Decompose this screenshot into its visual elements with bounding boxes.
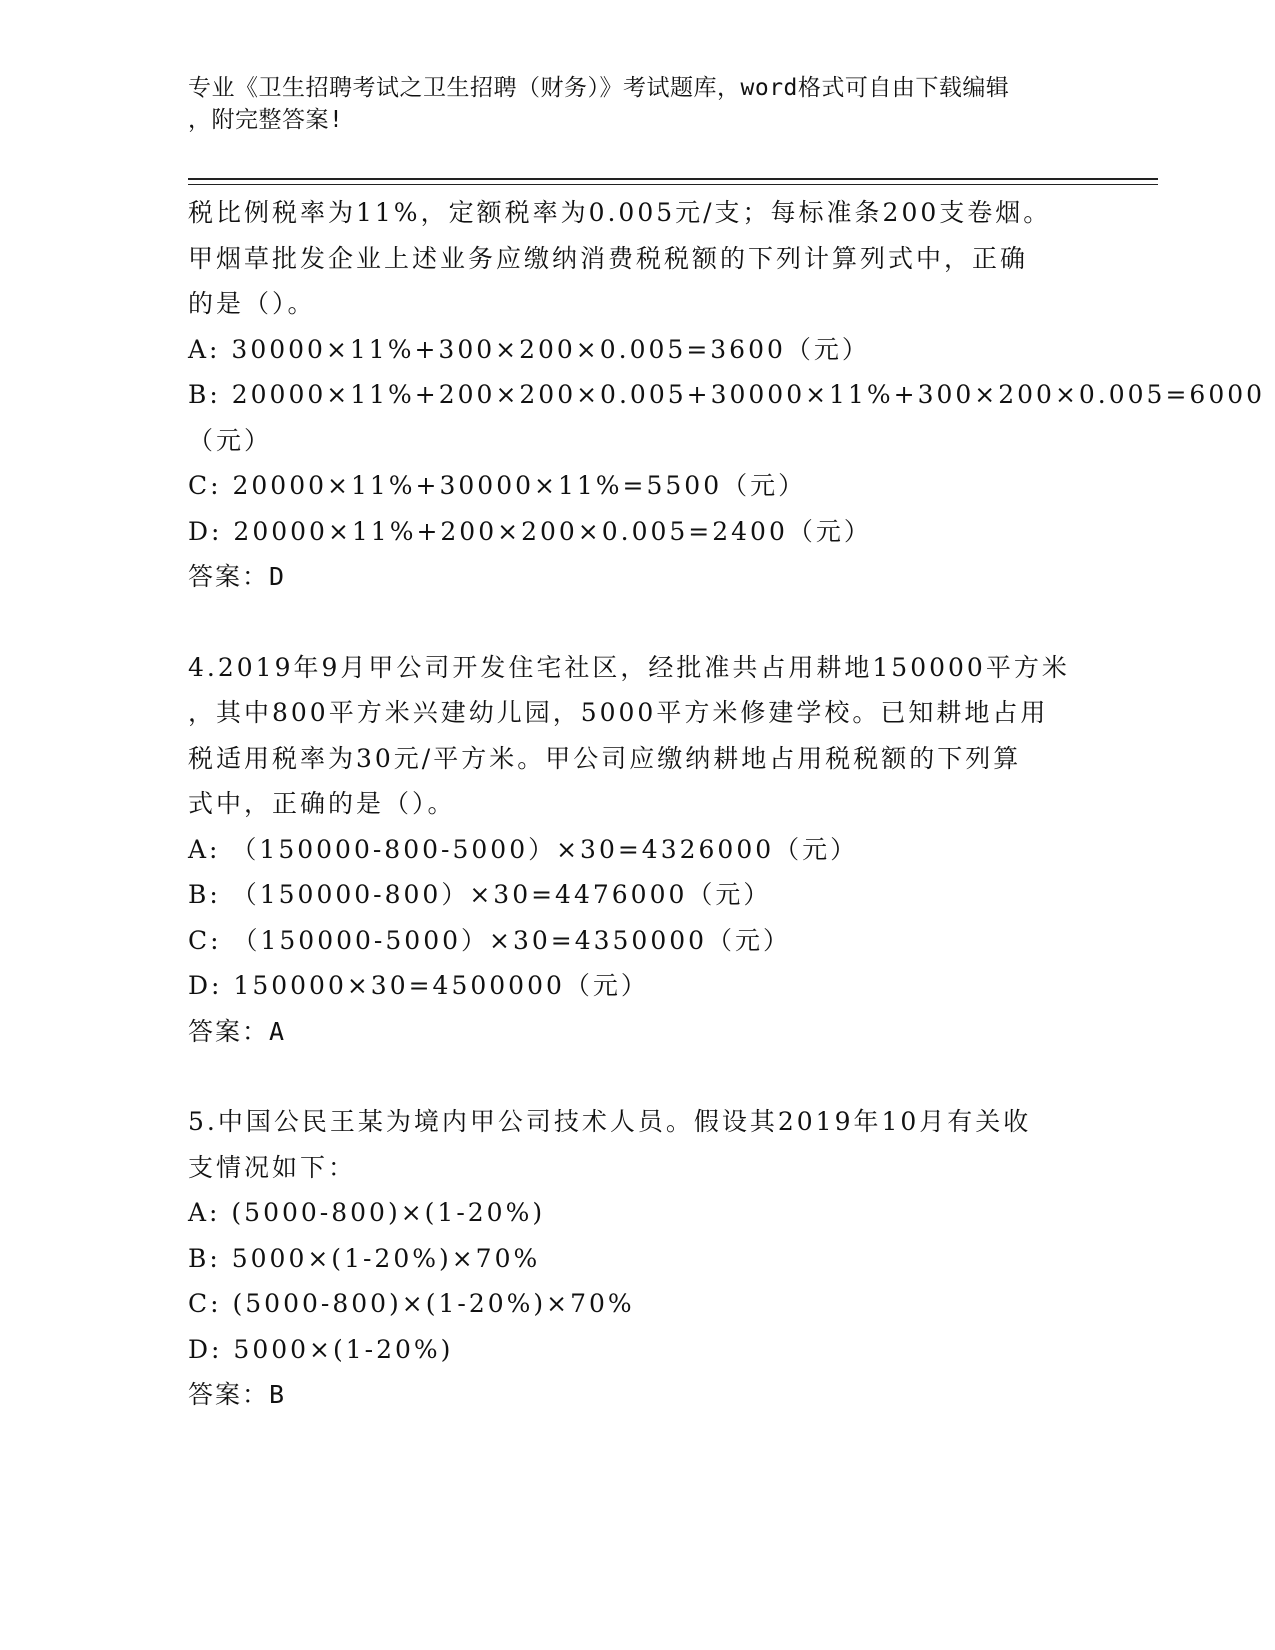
question-3-stem-line-2: 甲烟草批发企业上述业务应缴纳消费税税额的下列计算列式中，正确 bbox=[188, 243, 1029, 273]
question-4-stem-line-4: 式中，正确的是（）。 bbox=[188, 789, 456, 818]
question-5-option-d: D: 5000×(1-20%) bbox=[188, 1334, 454, 1364]
question-5-option-b: B: 5000×(1-20%)×70% bbox=[188, 1243, 541, 1273]
header-divider-thin bbox=[188, 184, 1158, 185]
question-3-stem-line-1: 税比例税率为11%，定额税率为0.005元/支；每标准条200支卷烟。 bbox=[188, 198, 1052, 227]
question-5-stem-line-1: 5.中国公民王某为境内甲公司技术人员。假设其2019年10月有关收 bbox=[188, 1107, 1032, 1136]
question-4-option-b: B: （150000-800）×30=4476000（元） bbox=[188, 880, 772, 909]
question-3-stem-line-3: 的是（）。 bbox=[188, 289, 316, 318]
question-3-option-d: D: 20000×11%+200×200×0.005=2400（元） bbox=[188, 516, 872, 546]
spacer bbox=[188, 1054, 1088, 1099]
question-5-option-a: A: (5000-800)×(1-20%) bbox=[188, 1198, 546, 1227]
question-4-option-a: A: （150000-800-5000）×30=4326000（元） bbox=[188, 834, 859, 864]
document-body bbox=[188, 190, 1266, 1418]
question-5 bbox=[188, 1099, 1088, 1418]
question-4 bbox=[188, 645, 1088, 1055]
question-5-stem-line-2: 支情况如下： bbox=[188, 1152, 357, 1182]
question-3 bbox=[188, 190, 1266, 600]
question-3-answer: 答案：D bbox=[188, 562, 287, 591]
question-4-stem-line-2: ，其中800平方米兴建幼儿园，5000平方米修建学校。已知耕地占用 bbox=[188, 698, 1049, 727]
question-3-option-b-cont: （元） bbox=[188, 425, 273, 455]
question-5-answer: 答案：B bbox=[188, 1380, 287, 1409]
question-4-stem-line-1: 4.2019年9月甲公司开发住宅社区，经批准共占用耕地150000平方米 bbox=[188, 652, 1070, 682]
question-3-option-c: C: 20000×11%+30000×11%=5500（元） bbox=[188, 471, 807, 500]
question-3-option-a: A: 30000×11%+300×200×0.005=3600（元） bbox=[188, 334, 870, 364]
question-5-option-c: C: (5000-800)×(1-20%)×70% bbox=[188, 1289, 635, 1318]
header-divider bbox=[188, 178, 1158, 180]
question-4-answer: 答案：A bbox=[188, 1016, 287, 1046]
question-3-option-b: B: 20000×11%+200×200×0.005+30000×11%+300×200×0.005=6000 bbox=[188, 380, 1266, 409]
question-4-option-c: C: （150000-5000）×30=4350000（元） bbox=[188, 925, 792, 955]
header-line-2: ，附完整答案! bbox=[188, 107, 344, 133]
question-4-option-d: D: 150000×30=4500000（元） bbox=[188, 971, 649, 1000]
spacer bbox=[188, 600, 1088, 645]
header-line-1: 专业《卫生招聘考试之卫生招聘（财务）》考试题库，word格式可自由下载编辑 bbox=[188, 75, 1010, 101]
question-4-stem-line-3: 税适用税率为30元/平方米。甲公司应缴纳耕地占用税税额的下列算 bbox=[188, 743, 1022, 773]
document-header bbox=[188, 72, 1088, 136]
